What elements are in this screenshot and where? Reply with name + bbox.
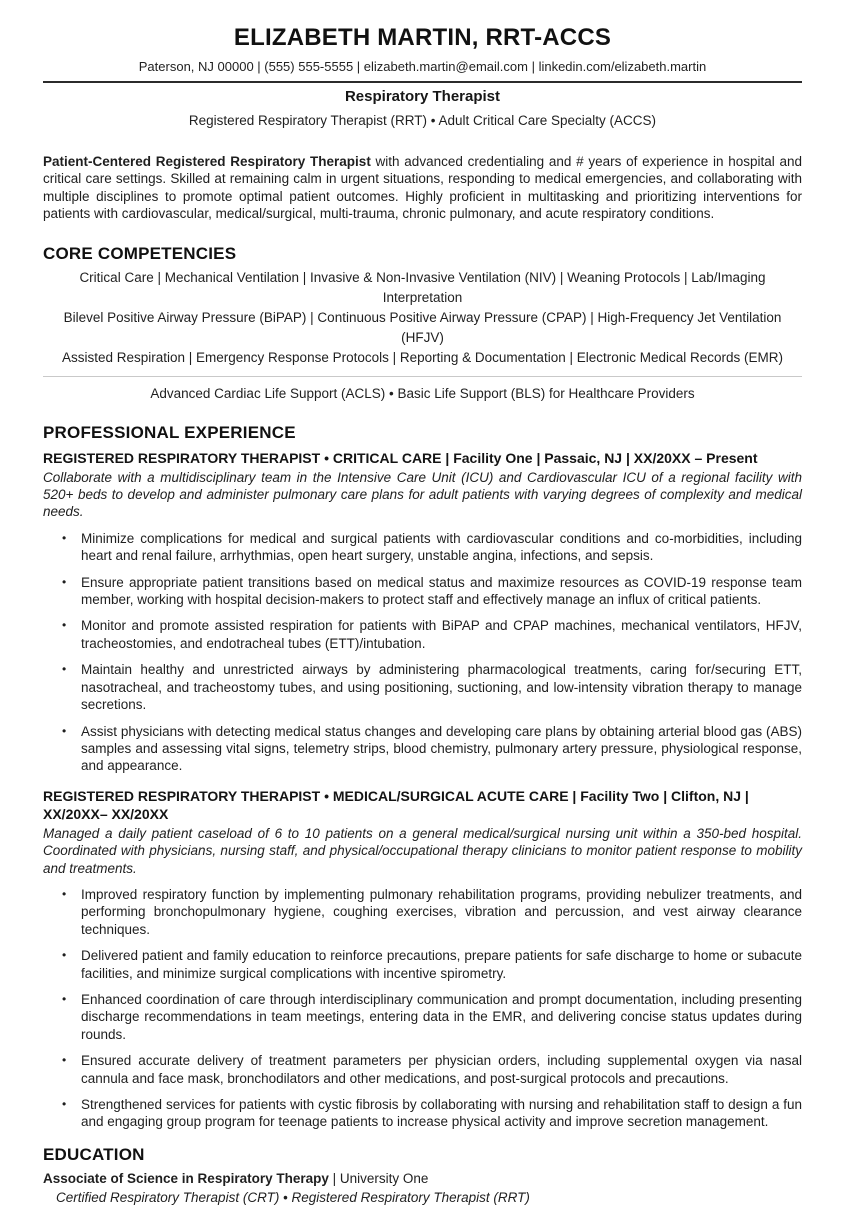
job-bullet — [43, 661, 802, 713]
bullet-text: Assist physicians with detecting medical status changes and developing care plans by obtaining arterial blood gas (ABS) samples and assessing vital signs, telemetry strips, blood chemistry, pulmonary artery pressure, physiological response, and appearance. — [81, 723, 802, 774]
core-competencies-section — [43, 244, 802, 403]
header-divider — [43, 81, 802, 83]
bullet-icon: • — [62, 991, 67, 1006]
summary-lead: Patient-Centered Registered Respiratory Therapist — [43, 154, 371, 169]
job-bullet-list — [43, 886, 802, 1131]
bullet-text: Strengthened services for patients with cystic fibrosis by collaborating with nursing and rehabilitation staff to design a fun and engaging group program for teenage patients to increase physical activity and improve secretion management. — [81, 1097, 802, 1130]
degree-name: Associate of Science in Respiratory Therapy — [43, 1170, 333, 1186]
summary-body: with advanced credentialing and # years of experience in hospital and critical care settings. Skilled at remaining calm in urgent situations, responding to medical emergencies, and collaborating with multiple disciplines to promote optimal patient outcomes. Highly proficient in multitasking and prioritizing interventions for patients with cardiovascular, medical/surgical, multi-trauma, chronic pulmonary, and acute respiratory conditions. — [43, 154, 802, 222]
bullet-text: Maintain healthy and unrestricted airways by administering pharmacological treatments, caring for/securing ETT, nasotracheal, and tracheostomy tubes, and using positioning, suctioning, and low-intensity vibration therapy to manage secretions. — [81, 662, 802, 713]
summary-paragraph — [43, 153, 802, 223]
education-section — [43, 1145, 802, 1206]
school-name: | University One — [332, 1170, 429, 1186]
professional-experience-heading: PROFESSIONAL EXPERIENCE — [43, 422, 296, 442]
certifications-line: Advanced Cardiac Life Support (ACLS) • Basic Life Support (BLS) for Healthcare Providers — [150, 385, 695, 401]
contact-line: Paterson, NJ 00000 | (555) 555-5555 | elizabeth.martin@email.com | linkedin.com/elizabeth.martin — [138, 59, 707, 74]
bullet-icon: • — [62, 1053, 67, 1068]
job-bullet-list — [43, 530, 802, 775]
job-bullet — [43, 617, 802, 652]
professional-experience-section — [43, 423, 802, 1131]
competency-line: Bilevel Positive Airway Pressure (BiPAP) | Continuous Positive Airway Pressure (CPAP) | High-Frequency Jet Ventilation (HFJV) — [63, 309, 782, 345]
bullet-icon: • — [62, 886, 67, 901]
credentials-line: Registered Respiratory Therapist (RRT) • Adult Critical Care Specialty (ACCS) — [188, 113, 657, 128]
job-title: REGISTERED RESPIRATORY THERAPIST • CRITICAL CARE | Facility One | Passaic, NJ | XX/20XX – Present — [43, 449, 758, 466]
bullet-icon: • — [62, 948, 67, 963]
bullet-text: Delivered patient and family education to reinforce precautions, prepare patients for safe discharge to home or subacute facilities, and minimize surgical complications with incentive spirometry. — [81, 948, 802, 981]
bullet-text: Improved respiratory function by implementing pulmonary rehabilitation programs, providing nebulizer treatments, and performing bronchopulmonary hygiene, coughing exercises, vibration and percussion, and vest airway clearance techniques. — [81, 886, 802, 937]
competency-line: Assisted Respiration | Emergency Response Protocols | Reporting & Documentation | Electronic Medical Records (EMR) — [61, 349, 784, 365]
competency-line: Critical Care | Mechanical Ventilation | Invasive & Non-Invasive Ventilation (NIV) | Weaning Protocols | Lab/Imaging Interpretation — [79, 269, 766, 305]
job-entry — [43, 787, 802, 1131]
competencies-divider — [43, 376, 802, 377]
job-target-title: Respiratory Therapist — [344, 88, 501, 105]
job-bullet — [43, 1052, 802, 1087]
job-bullet — [43, 886, 802, 938]
bullet-icon: • — [62, 574, 67, 589]
education-certifications: Certified Respiratory Therapist (CRT) • Registered Respiratory Therapist (RRT) — [56, 1189, 530, 1205]
job-description: Collaborate with a multidisciplinary team in the Intensive Care Unit (ICU) and Cardiovascular ICU of a regional facility with 520+ beds to develop and administer pulmonary care plans for adult patients with varying degrees of complexity and medical needs. — [43, 469, 802, 520]
resume-header — [43, 24, 802, 129]
bullet-text: Enhanced coordination of care through interdisciplinary communication and prompt documentation, including presenting discharge recommendations in team meetings, entering data in the EMR, and delivering concise status updates during rounds. — [81, 991, 802, 1042]
bullet-text: Minimize complications for medical and surgical patients with cardiovascular conditions and co-morbidities, including heart and renal failure, arrhythmias, open heart surgery, unstable angina, infections, and sepsis. — [81, 530, 802, 564]
bullet-icon: • — [62, 530, 67, 545]
job-bullet — [43, 947, 802, 982]
bullet-text: Ensure appropriate patient transitions based on medical status and maximize resources as COVID-19 response team member, working with hospital decision-makers to protect staff and effectively manage an influx of critical patients. — [81, 574, 802, 608]
bullet-text: Monitor and promote assisted respiration for patients with BiPAP and CPAP machines, mechanical ventilators, HFJV, tracheostomies, and endotracheal tubes (ETT)/intubation. — [81, 618, 802, 651]
job-entry — [43, 449, 802, 775]
job-title: REGISTERED RESPIRATORY THERAPIST • MEDICAL/SURGICAL ACUTE CARE | Facility Two | Clifton, NJ | XX/20XX– XX/20XX — [43, 787, 749, 822]
bullet-icon: • — [62, 723, 67, 738]
degree-line — [43, 1170, 802, 1187]
job-bullet — [43, 530, 802, 565]
job-bullet — [43, 723, 802, 775]
job-bullet — [43, 574, 802, 609]
bullet-icon: • — [62, 618, 67, 633]
bullet-text: Ensured accurate delivery of treatment parameters per physician orders, including supplemental oxygen via nasal cannula and face mask, bronchodilators and other medications, and post-surgical protocols and precautions. — [81, 1053, 802, 1086]
bullet-icon: • — [62, 662, 67, 677]
education-heading: EDUCATION — [43, 1144, 145, 1164]
job-description: Managed a daily patient caseload of 6 to 10 patients on a general medical/surgical nursing unit within a 350-bed hospital. Coordinated with physicians, nursing staff, and physical/occupational therapy clinicians to monitor patient response to mobility and treatments. — [43, 825, 802, 876]
core-competencies-heading: CORE COMPETENCIES — [43, 243, 237, 263]
job-bullet — [43, 1096, 802, 1131]
candidate-name: ELIZABETH MARTIN, RRT-ACCS — [233, 24, 612, 51]
job-bullet — [43, 991, 802, 1043]
bullet-icon: • — [62, 1097, 67, 1111]
